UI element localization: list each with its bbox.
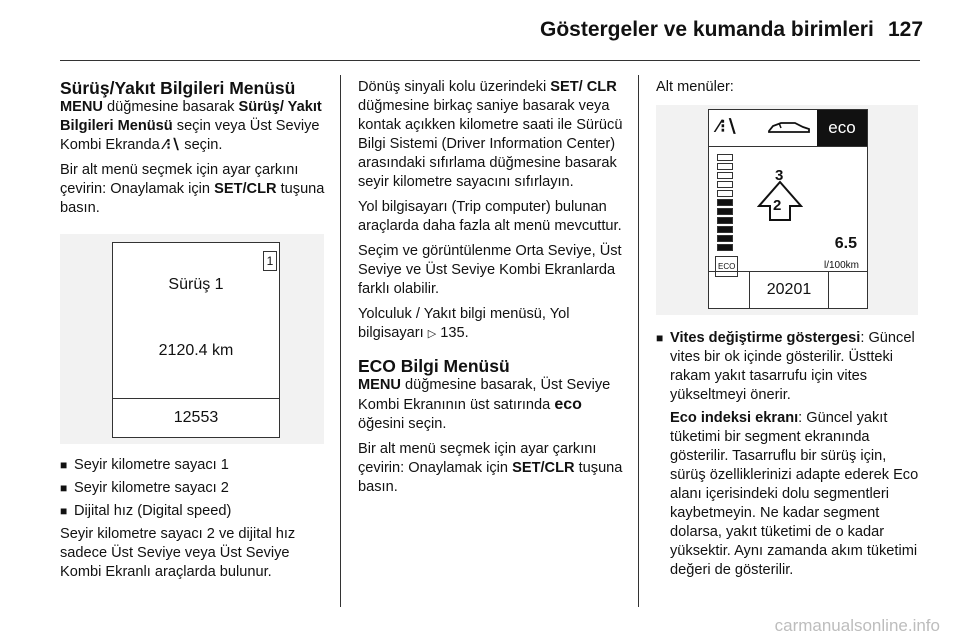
paragraph [60,161,328,218]
eco-segment [717,181,733,188]
display-tab-bar [709,110,867,147]
bullet-icon: ■ [60,458,68,472]
trip-icon: ∕⁝∖ [717,116,738,136]
text: seçin veya Üst Seviye Kombi Ekranda [60,118,320,153]
section-heading-trip: Sürüş/Yakıt Bilgileri Menüsü [60,78,296,98]
eco-segment [717,154,733,161]
watermark: carmanualsonline.info [774,616,940,635]
list-item-text [670,329,922,405]
eco-segment [717,235,733,242]
car-icon [767,119,811,135]
trip-icon: ∕⁝∖ [163,137,181,153]
bullet-icon: ■ [60,504,68,518]
button-ref-menu: MENU [60,99,103,115]
text: Bir alt menü seçmek için ayar çarkını çevirin: Onaylamak için [60,162,299,197]
display-screen [112,242,280,438]
text: : Güncel yakıt tüketimi bir segment ekranında gösterilir. Tasarruflu bir sürüş için, sürüş özelliklerinizi adapte ederek Eco alanı içerisindeki dolu segmentleri kaybetmeyin. Ne kadar segment dolarsa, yakıt tüketimi de o kadar yüksektir. Aynı zamanda akım tüketimi değeri de gösterilir. [670,410,919,578]
button-ref-setclr: SET/ CLR [550,79,617,95]
paragraph: Seyir kilometre sayacı 2 ve dijital hız sadece Üst Seviye veya Üst Seviye Kombi Ekranlı araçlarda bulunur. [60,526,296,580]
button-ref-setclr: SET/CLR [214,181,277,197]
paragraph [60,98,328,155]
text: öğesini seçin. [358,416,447,432]
fuel-consumption-value: 6.5 [834,235,857,252]
text: tuşuna basın. [60,181,325,216]
eco-symbol: eco [554,396,582,413]
button-ref-setclr: SET/CLR [512,460,575,476]
term: Eco indeksi ekranı [670,410,799,426]
text: seçin. [180,137,223,153]
list-item-text: Seyir kilometre sayacı 2 [74,480,229,496]
eco-label: ECO [715,256,738,277]
eco-tab: eco [817,110,867,146]
odometer: 12553 [113,398,279,437]
list-item [656,329,922,405]
eco-segment [717,208,733,215]
section-heading-eco: ECO Bilgi Menüsü [358,356,510,376]
list-item [60,456,328,475]
page-ref: 135. [436,325,469,341]
list-item-text: Seyir kilometre sayacı 1 [74,457,229,473]
display-bottom-row [709,271,867,308]
text: Dönüş sinyali kolu üzerindeki [358,79,551,95]
term: Vites değiştirme göstergesi [670,330,861,346]
page-ref-arrow-icon: ▷ [427,328,437,340]
eco-segment [717,199,733,206]
current-gear: 2 [773,197,782,214]
trip-display-illustration [60,234,324,444]
fuel-consumption-unit: l/100km [823,260,859,271]
eco-segment [717,190,733,197]
header-rule [60,60,920,61]
trip-value: 2120.4 km [158,342,234,359]
text: düğmesine basarak [102,99,239,115]
paragraph: Seçim ve görüntülenme Orta Seviye, Üst Seviye ve Üst Seviye Kombi Ekranlarda farklı olabilir. [358,243,622,297]
eco-segment [717,172,733,179]
column-divider-1 [340,75,341,607]
display-screen [708,109,868,309]
list-item-text: Dijital hız (Digital speed) [74,503,232,519]
paragraph [656,409,922,580]
eco-display-illustration [656,105,918,315]
text: Bir alt menü seçmek için ayar çarkını çevirin: Onaylamak için [358,441,597,476]
eco-segment [717,163,733,170]
page-number: 127 [888,18,924,41]
button-ref-menu: MENU [358,377,401,393]
column-1 [60,78,328,588]
text: düğmesine basarak, Üst Seviye Kombi Ekranının üst satırında [358,377,611,413]
text: tuşuna basın. [358,460,623,495]
paragraph: Alt menüler: [656,79,734,95]
eco-segment [717,217,733,224]
eco-segment-bar [717,154,733,253]
text: Yolculuk / Yakıt bilgi menüsü, Yol bilgisayarı [358,306,570,341]
menu-ref: Sürüş/ Yakıt Bilgileri Menüsü [60,99,322,134]
column-divider-2 [638,75,639,607]
eco-segment [717,244,733,251]
text: düğmesine birkaç saniye basarak veya kontak açıkken kilometre saati ile Sürücü Bilgi Sistemi (Driver Information Center) arasındaki sıfırlama düğmesine basarak seyir kilometre sayacını sıfırlayın. [358,98,623,190]
header-title: Göstergeler ve kumanda birimleri [540,18,874,41]
column-2 [358,78,626,503]
eco-segment [717,226,733,233]
paragraph [358,440,626,497]
paragraph [358,376,626,434]
column-3 [656,78,922,586]
odometer: 20201 [749,272,829,308]
list-item [60,479,328,498]
bullet-icon: ■ [60,481,68,495]
paragraph [358,305,626,344]
paragraph [358,78,626,192]
trip-title: Sürüş 1 [168,276,224,293]
bullet-icon: ■ [656,331,664,345]
paragraph: Yol bilgisayarı (Trip computer) bulunan araçlarda daha fazla alt menü mevcuttur. [358,199,622,234]
page-indicator: 1 [263,251,277,271]
list-item [60,502,328,521]
recommended-gear: 3 [775,167,784,184]
text: : Güncel vites bir ok içinde gösterilir. Üstteki rakam yakıt tasarrufu için vites yükseltmeyi önerir. [670,330,915,403]
